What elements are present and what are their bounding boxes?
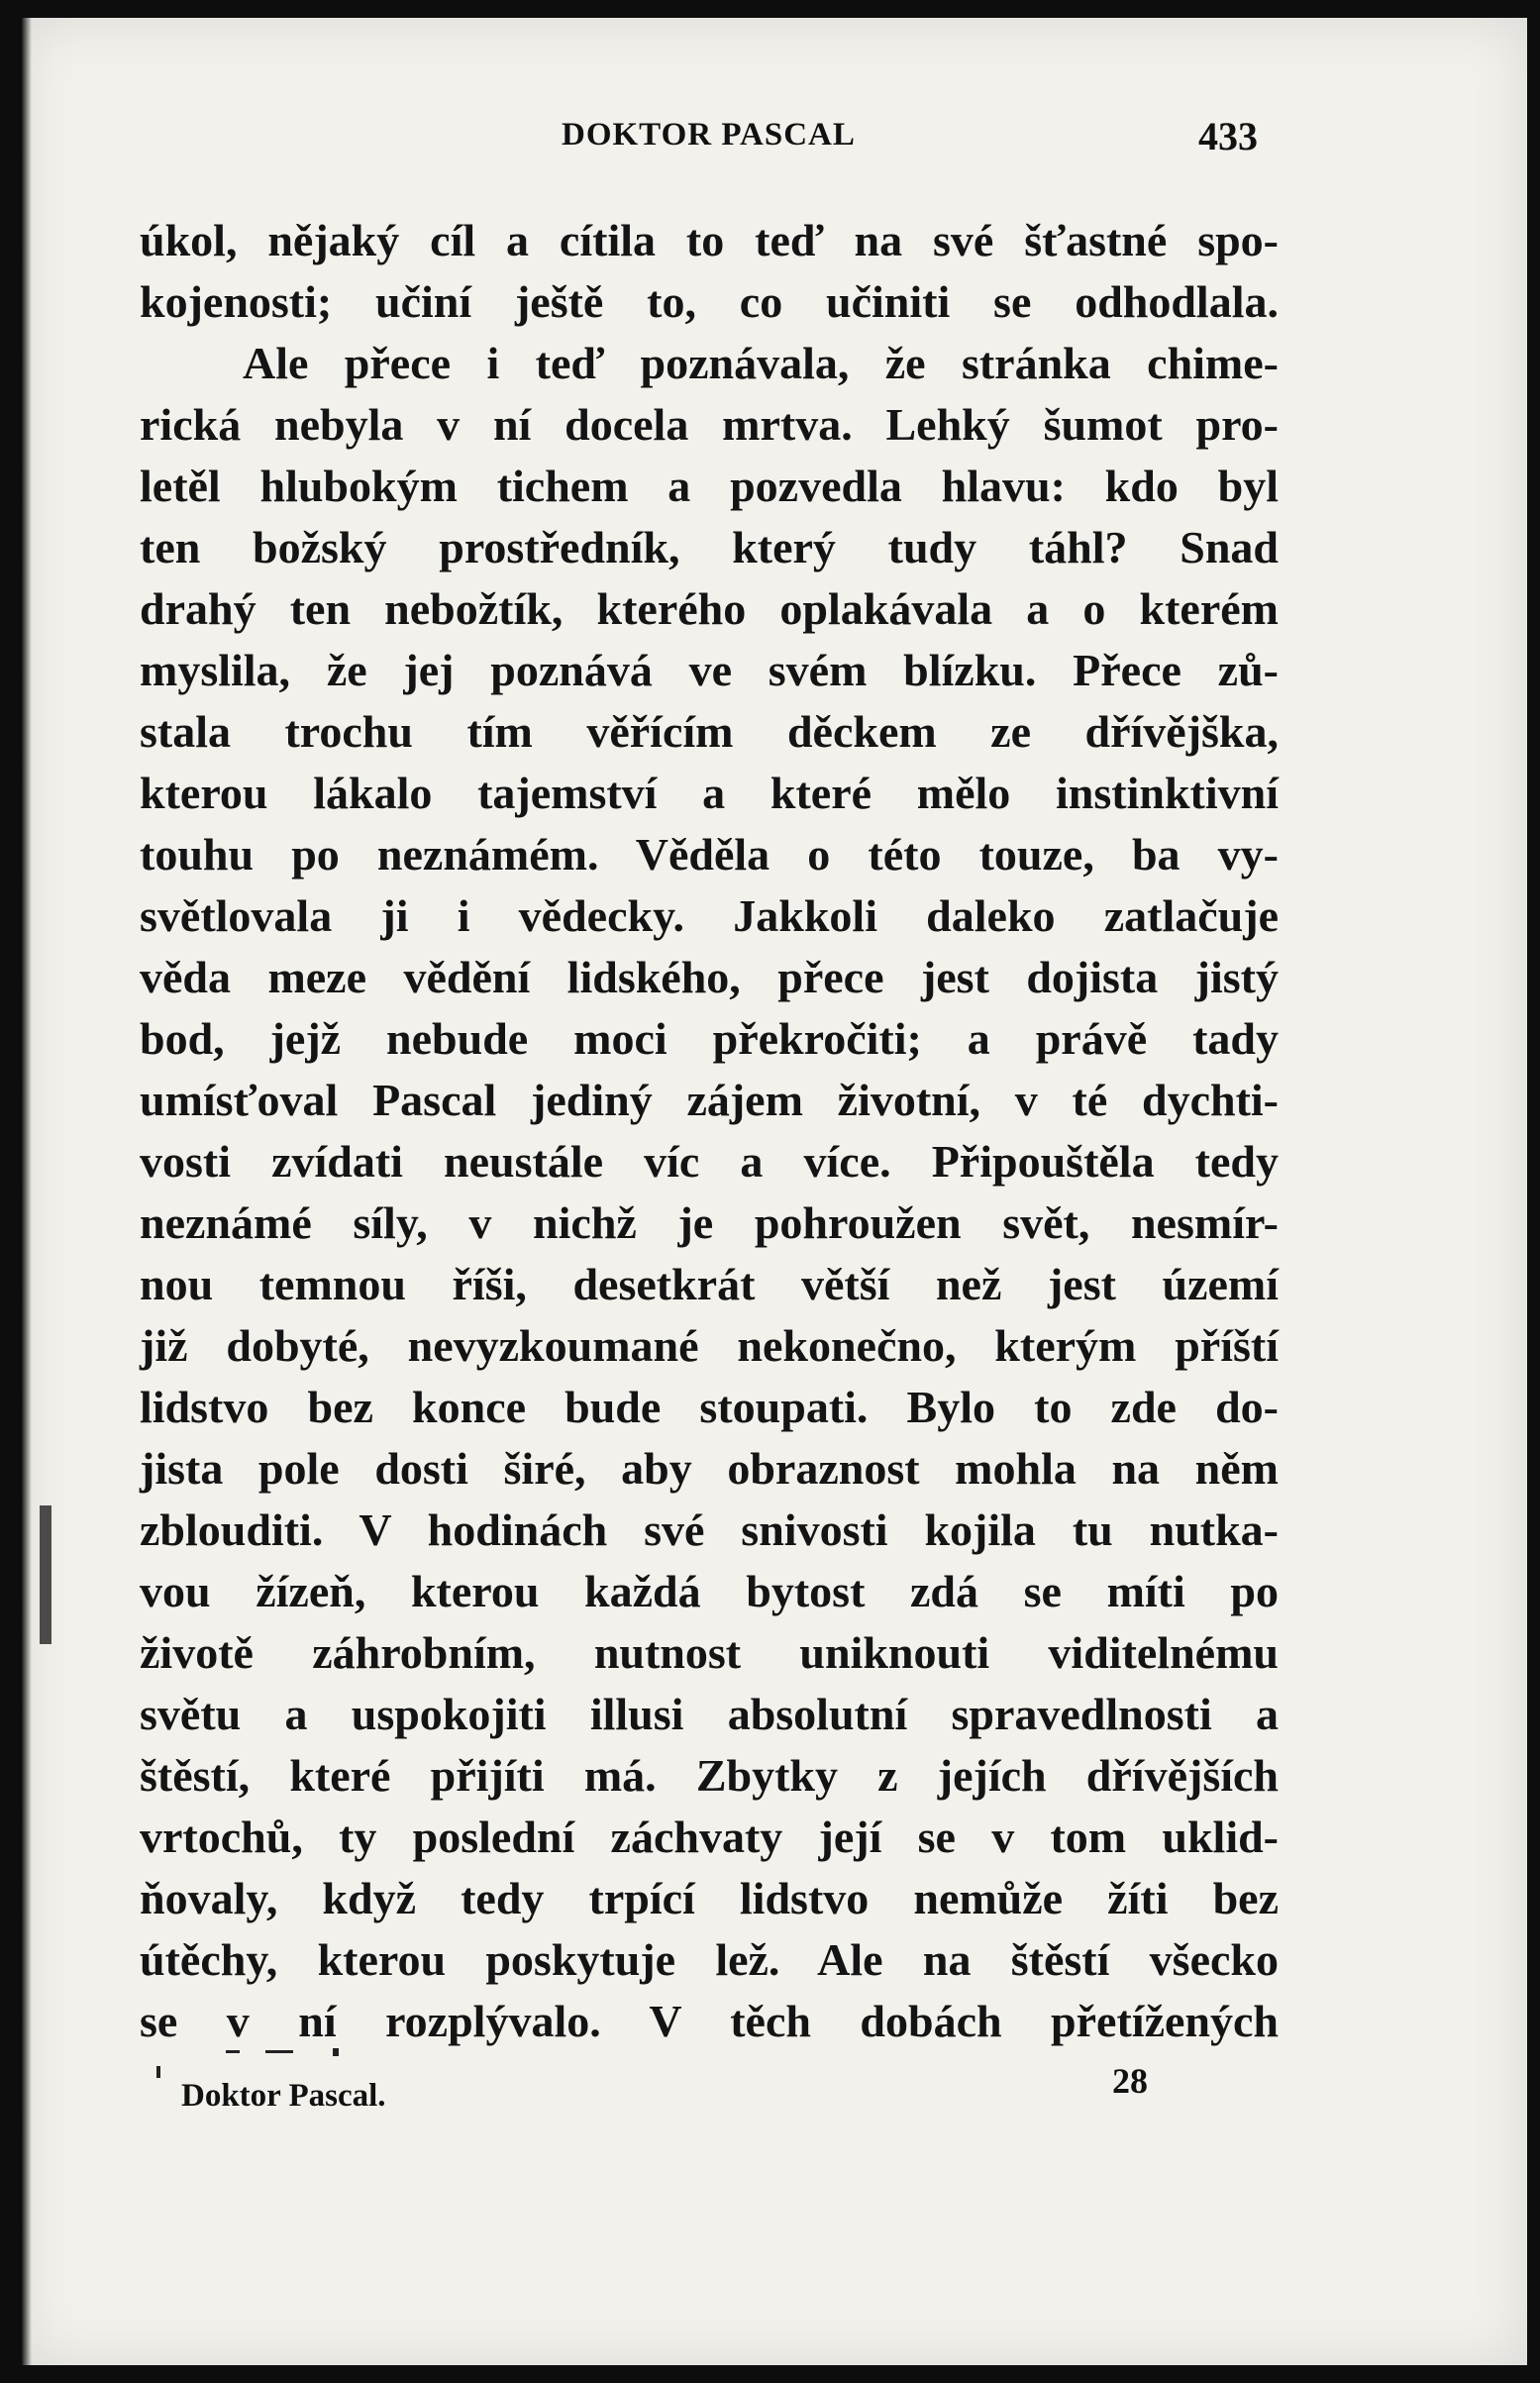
text-line: útěchy, kterou poskytuje lež. Ale na štěstí všecko — [140, 1934, 1279, 1985]
text-line: rická nebyla v ní docela mrtva. Lehký šumot pro- — [140, 399, 1279, 450]
text-line: drahý ten nebožtík, kterého oplakávala a o kterém — [140, 583, 1279, 634]
text-line: letěl hlubokým tichem a pozvedla hlavu: kdo byl — [140, 461, 1279, 511]
text-line: kterou lákalo tajemství a které mělo instinktivní — [140, 768, 1279, 818]
text-line: vou žízeň, kterou každá bytost zdá se míti po — [140, 1566, 1279, 1616]
text-line: zblouditi. V hodinách své snivosti kojila tu nutka- — [140, 1504, 1279, 1555]
text-line: bod, jejž nebude moci překročiti; a právě tady — [140, 1013, 1279, 1064]
print-speck — [265, 2050, 293, 2053]
print-speck — [156, 2066, 160, 2078]
text-line: úkol, nějaký cíl a cítila to teď na své šťastné spo- — [140, 215, 1279, 265]
text-line: Ale přece i teď poznávala, že stránka chime- — [243, 338, 1279, 388]
footer-signature: Doktor Pascal. — [181, 2078, 386, 2114]
running-head — [0, 114, 1540, 158]
print-speck — [40, 1505, 51, 1644]
page-number: 433 — [1198, 114, 1258, 158]
text-line: vrtochů, ty poslední záchvaty její se v tom uklid- — [140, 1812, 1279, 1862]
text-line: životě záhrobním, nutnost uniknouti viditelnému — [140, 1627, 1279, 1678]
text-line: nou temnou říši, desetkrát větší než jest území — [140, 1259, 1279, 1309]
text-line: štěstí, které přijíti má. Zbytky z jejích dřívějších — [140, 1750, 1279, 1801]
text-line: kojenosti; učiní ještě to, co učiniti se odhodlala. — [140, 276, 1279, 327]
text-line: ňovaly, když tedy trpící lidstvo nemůže žíti bez — [140, 1873, 1279, 1923]
text-line: stala trochu tím věřícím děckem ze dřívějška, — [140, 706, 1279, 757]
text-line: vosti zvídati neustále víc a více. Připouštěla tedy — [140, 1136, 1279, 1187]
text-line: jista pole dosti širé, aby obraznost mohla na něm — [140, 1443, 1279, 1494]
text-line: se v ní rozplývalo. V těch dobách přetížených — [140, 1996, 1279, 2046]
print-speck — [226, 2050, 240, 2053]
print-speck — [333, 2048, 339, 2056]
text-line: ten božský prostředník, který tudy táhl? Snad — [140, 522, 1279, 572]
text-line: lidstvo bez konce bude stoupati. Bylo to zde do- — [140, 1382, 1279, 1432]
text-line: světlovala ji i vědecky. Jakkoli daleko zatlačuje — [140, 890, 1279, 941]
text-line: myslila, že jej poznává ve svém blízku. Přece zů- — [140, 645, 1279, 695]
running-head-title: DOKTOR PASCAL — [562, 117, 856, 153]
text-line: neznámé síly, v nichž je pohroužen svět, nesmír- — [140, 1197, 1279, 1248]
text-line: touhu po neznámém. Věděla o této touze, ba vy- — [140, 829, 1279, 880]
text-line: světu a uspokojiti illusi absolutní spravedlnosti a — [140, 1689, 1279, 1739]
text-line: umísťoval Pascal jediný zájem životní, v té dychti- — [140, 1075, 1279, 1125]
page-spine-shadow — [22, 18, 32, 2365]
body-text — [140, 210, 1279, 2052]
sheet-number: 28 — [1112, 2061, 1148, 2101]
text-line: již dobyté, nevyzkoumané nekonečno, kterým příští — [140, 1320, 1279, 1371]
text-line: věda meze vědění lidského, přece jest dojista jistý — [140, 952, 1279, 1002]
